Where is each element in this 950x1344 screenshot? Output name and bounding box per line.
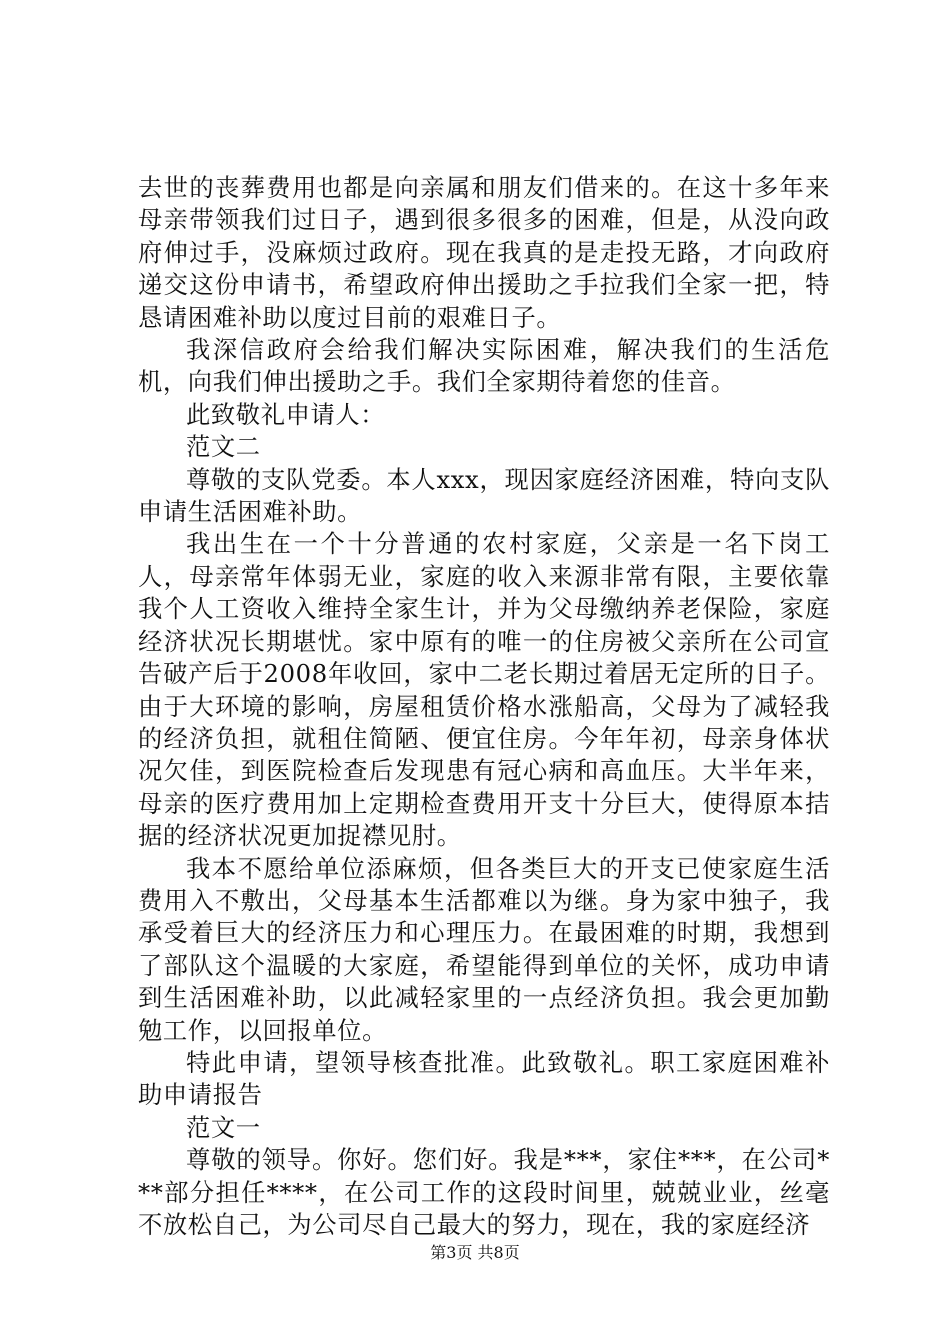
paragraph-6: 我出生在一个十分普通的农村家庭，父亲是一名下岗工人，母亲常年体弱无业，家庭的收入来源非常有限，主要依靠我个人工资收入维持全家生计，并为父母缴纳养老保险，家庭经济状况长期堪忧。家中原有的唯一的住房被父亲所在公司宣告破产后于2008年收回，家中二老长期过着居无定所的日子。由于大环境的影响，房屋租赁价格水涨船高，父母为了减轻我的经济负担，就租住简陋、便宜住房。今年年初，母亲身体状况欠佳，到医院检查后发现患有冠心病和高血压。大半年来，母亲的医疗费用加上定期检查费用开支十分巨大，使得原本拮据的经济状况更加捉襟见肘。 xyxy=(138,529,830,851)
paragraph-10: 尊敬的领导。你好。您们好。我是***，家住***，在公司***部分担任****，在公司工作的这段时间里，兢兢业业，丝毫不放松自己，为公司尽自己最大的努力，现在，我的家庭经济 xyxy=(138,1145,830,1239)
page-number-footer: 第3页 共8页 xyxy=(430,1243,520,1262)
document-body xyxy=(138,172,830,1241)
paragraph-2: 我深信政府会给我们解决实际困难，解决我们的生活危机，向我们伸出援助之手。我们全家期待着您的佳音。 xyxy=(138,335,830,397)
paragraph-3: 此致敬礼申请人： xyxy=(186,399,386,429)
section-heading-sample-one: 范文一 xyxy=(186,1112,261,1142)
paragraph-1: 去世的丧葬费用也都是向亲属和朋友们借来的。在这十多年来母亲带领我们过日子，遇到很多很多的困难，但是，从没向政府伸过手，没麻烦过政府。现在我真的是走投无路，才向政府递交这份申请书，希望政府伸出援助之手拉我们全家一把，特恳请困难补助以度过目前的艰难日子。 xyxy=(138,173,830,332)
paragraph-8: 特此申请，望领导核查批准。此致敬礼。职工家庭困难补助申请报告 xyxy=(138,1047,830,1110)
paragraph-5: 尊敬的支队党委。本人xxx，现因家庭经济困难，特向支队申请生活困难补助。 xyxy=(138,464,830,527)
section-heading-sample-two: 范文二 xyxy=(186,432,261,462)
paragraph-7: 我本不愿给单位添麻烦，但各类巨大的开支已使家庭生活费用入不敷出，父母基本生活都难以为继。身为家中独子，我承受着巨大的经济压力和心理压力。在最困难的时期，我想到了部队这个温暖的大家庭，希望能得到单位的关怀，成功申请到生活困难补助，以此减轻家里的一点经济负担。我会更加勤勉工作，以回报单位。 xyxy=(138,853,830,1045)
